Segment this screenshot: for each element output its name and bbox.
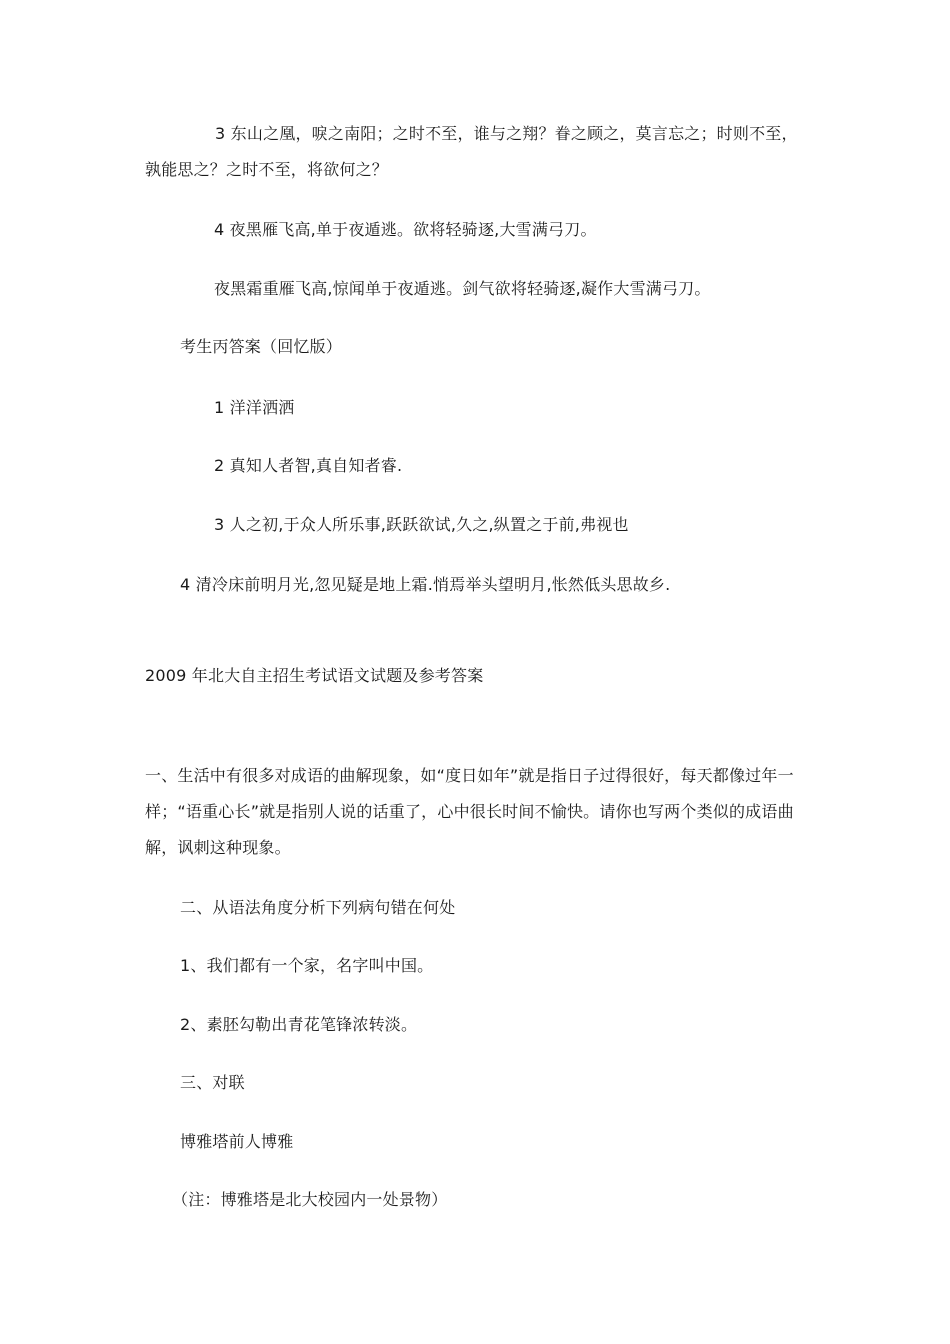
- question-1: 一、生活中有很多对成语的曲解现象，如“度日如年”就是指日子过得很好，每天都像过年一样；“语重心长”就是指别人说的话重了，心中很长时间不愉快。请你也写两个类似的成语曲解，讽刺这种现象。: [145, 766, 794, 857]
- candidate-c-answer-2: 2 真知人者智,真自知者睿.: [214, 456, 403, 475]
- question-2-sentence-2: 2、素胚勾勒出青花笔锋浓转淡。: [180, 1015, 418, 1034]
- couplet-note: （注：博雅塔是北大校园内一处景物）: [172, 1190, 448, 1209]
- poem-answer-3: 3 东山之凰，唳之南阳；之时不至，谁与之翔？眷之顾之，莫言忘之；时则不至，孰能思之？之时不至，将欲何之？: [145, 124, 798, 179]
- candidate-c-answer-1: 1 洋洋洒洒: [214, 398, 295, 417]
- exam-title: 2009 年北大自主招生考试语文试题及参考答案: [145, 666, 484, 685]
- question-2-heading: 二、从语法角度分析下列病句错在何处: [180, 898, 456, 917]
- candidate-c-answer-4: 4 清冷床前明月光,忽见疑是地上霜.悄焉举头望明月,怅然低头思故乡.: [180, 575, 671, 594]
- section-heading-candidate-c: 考生丙答案（回忆版）: [180, 337, 343, 356]
- candidate-c-answer-3: 3 人之初,于众人所乐事,跃跃欲试,久之,纵置之于前,弗视也: [214, 515, 629, 534]
- question-3-heading: 三、对联: [180, 1073, 245, 1092]
- poem-answer-4-expanded: 夜黑霜重雁飞高,惊闻单于夜遁逃。剑气欲将轻骑逐,凝作大雪满弓刀。: [214, 279, 711, 298]
- poem-answer-4: 4 夜黑雁飞高,单于夜遁逃。欲将轻骑逐,大雪满弓刀。: [214, 220, 597, 239]
- question-2-sentence-1: 1、我们都有一个家，名字叫中国。: [180, 956, 434, 975]
- couplet-first-line: 博雅塔前人博雅: [180, 1132, 294, 1151]
